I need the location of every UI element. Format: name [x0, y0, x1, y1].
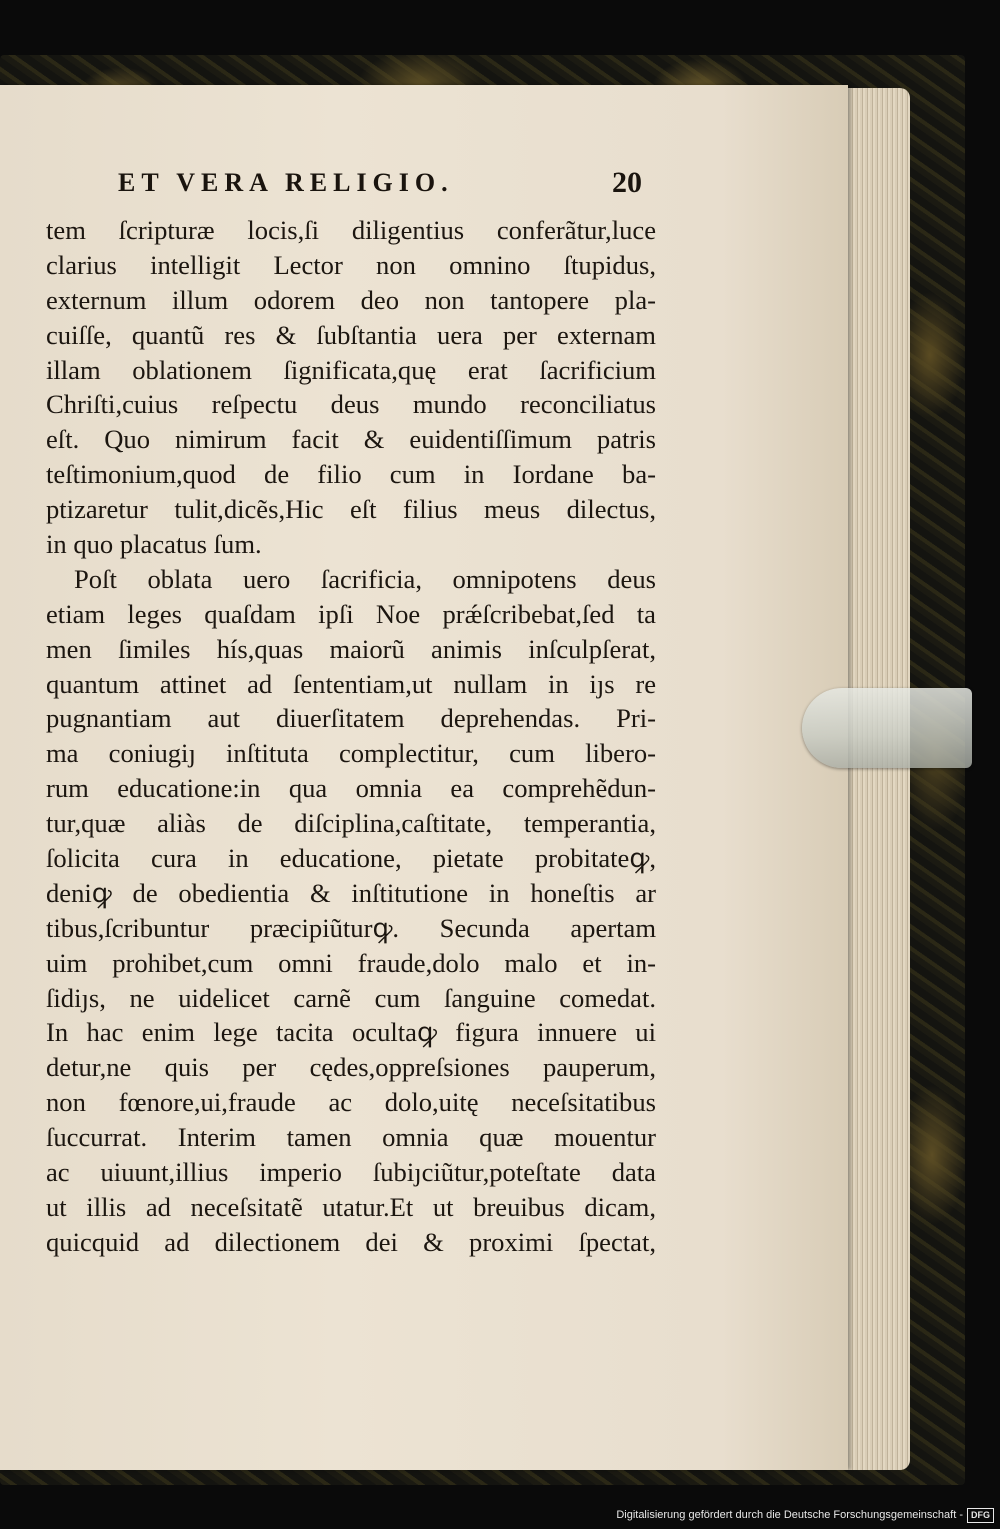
text-line: deniꝙ de obedientia & inſtitutione in honeſtis ar: [46, 877, 656, 908]
page-number: 20: [612, 166, 642, 199]
text-line: non fœnore,ui,fraude ac dolo,uitę neceſsitatibus: [46, 1087, 656, 1118]
running-head-title: ET VERA RELIGIO.: [118, 168, 454, 197]
text-line: ma coniugiȷ inſtituta complectitur, cum libero-: [46, 738, 656, 769]
text-line: In hac enim lege tacita ocultaꝙ figura innuere ui: [46, 1017, 656, 1048]
text-line: quantum attinet ad ſententiam,ut nullam in iȷs re: [46, 668, 656, 699]
text-line: tem ſcripturæ locis,ſi diligentius conferãtur,luce: [46, 215, 656, 245]
text-line: etiam leges quaſdam ipſi Noe prǽſcribebat,ſed ta: [46, 598, 656, 629]
text-line: tibus,ſcribuntur præcipiũturꝙ. Secunda apertam: [46, 912, 656, 943]
text-line: rum educatione:in qua omnia ea comprehẽdun-: [46, 773, 656, 804]
text-line: clarius intelligit Lector non omnino ſtupidus,: [46, 249, 656, 280]
text-line: uim prohibet,cum omni fraude,dolo malo et in-: [46, 947, 656, 978]
text-line: externum illum odorem deo non tantopere pla-: [46, 284, 656, 315]
text-line: cuiſſe, quantũ res & ſubſtantia uera per externam: [46, 319, 656, 350]
text-line: Chriſti,cuius reſpectu deus mundo reconciliatus: [46, 389, 656, 420]
text-line: men ſimiles hís,quas maiorũ animis inſculpſerat,: [46, 633, 656, 664]
text-line: ſuccurrat. Interim tamen omnia quæ mouentur: [46, 1122, 656, 1153]
body-text: [46, 213, 656, 1260]
text-line: eſt. Quo nimirum facit & euidentiſſimum patris: [46, 424, 656, 455]
text-line: in quo placatus ſum.: [46, 529, 262, 560]
footer-credit: [616, 1507, 994, 1523]
dfg-logo: DFG: [967, 1508, 994, 1523]
text-line: ut illis ad neceſsitatẽ utatur.Et ut breuibus dicam,: [46, 1191, 656, 1222]
page-clip-tab: [802, 688, 972, 768]
text-line: detur,ne quis per cędes,oppreſsiones pauperum,: [46, 1052, 656, 1083]
text-line: ac uiuunt,illius imperio ſubiȷciũtur,poteſtate data: [46, 1157, 656, 1188]
footer-credit-text: Digitalisierung gefördert durch die Deutsche Forschungsgemeinschaft -: [616, 1509, 963, 1521]
text-line: ſidiȷs, ne uidelicet carnẽ cum ſanguine comedat.: [46, 982, 656, 1013]
text-line: Poſt oblata uero ſacrificia, omnipotens deus: [74, 563, 656, 594]
text-line: tur,quæ aliàs de diſciplina,caſtitate, temperantia,: [46, 808, 656, 839]
text-line: illam oblationem ſignificata,quę erat ſacrificium: [46, 354, 656, 385]
text-line: ſolicita cura in educatione, pietate probitateꝙ,: [46, 843, 656, 874]
text-line: teſtimonium,quod de filio cum in Iordane ba-: [46, 459, 656, 490]
text-line: pugnantiam aut diuerſitatem deprehendas. Pri-: [46, 703, 656, 734]
text-line: quicquid ad dilectionem dei & proximi ſpectat,: [46, 1226, 656, 1257]
text-line: ptizaretur tulit,dicẽs,Hic eſt filius meus dilectus,: [46, 494, 656, 525]
